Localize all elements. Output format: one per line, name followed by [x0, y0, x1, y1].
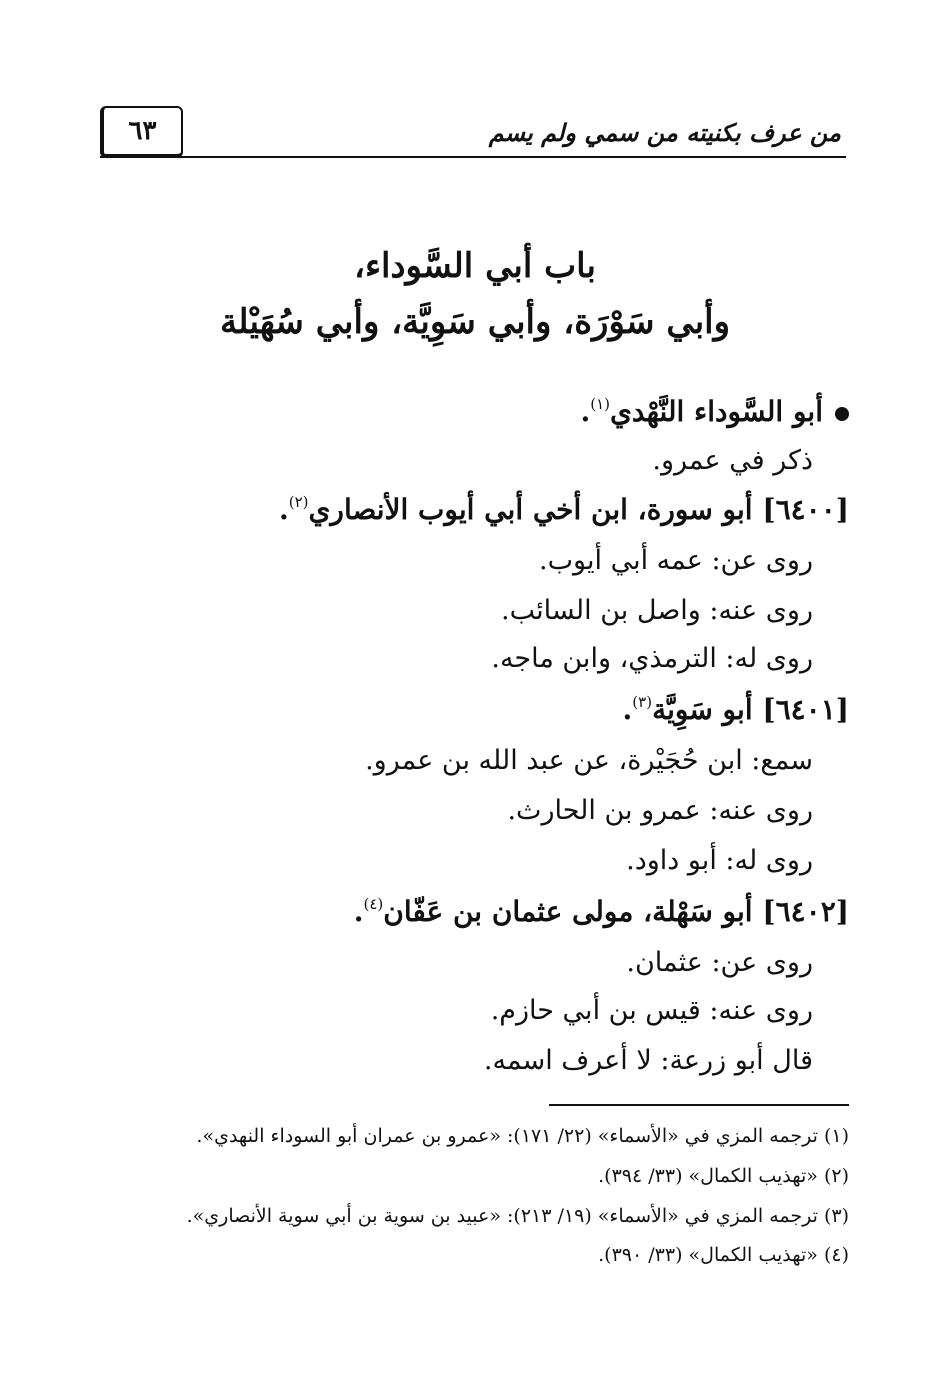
footnote-ref-2: (٢)	[288, 493, 309, 511]
bullet-icon	[835, 407, 849, 421]
entry-3-end: .	[622, 693, 633, 726]
entry-2-name: [٦٤٠٠] أبو سورة، ابن أخي أبي أيوب الأنصاري	[308, 493, 849, 526]
entry-3-name: [٦٤٠١] أبو سَوِيَّة	[652, 693, 849, 726]
footnote-ref-3: (٣)	[632, 693, 653, 711]
chapter-title-line-1: باب أبي السَّوداء،	[353, 246, 596, 286]
page-number: ٦٣	[128, 116, 157, 146]
chapter-title-line-2: وأبي سَوْرَة، وأبي سَوِيَّة، وأبي سُهَيْلة	[219, 302, 731, 342]
entry-3-line-1: سمع: ابن حُجَيْرة، عن عبد الله بن عمرو.	[365, 745, 813, 776]
page-number-box	[100, 106, 183, 158]
footnote-ref-4: (٤)	[363, 895, 384, 913]
header-rule	[100, 156, 846, 158]
entry-2-line-2: روى عنه: واصل بن السائب.	[500, 595, 813, 626]
entry-4-line-3: قال أبو زرعة: لا أعرف اسمه.	[483, 1045, 813, 1076]
entry-2-end: .	[278, 493, 289, 526]
entry-4-line-1: روى عن: عثمان.	[626, 947, 813, 978]
entry-4-end: .	[353, 895, 364, 928]
entry-4-heading	[354, 895, 849, 928]
footnote-1: (١) ترجمه المزي في «الأسماء» (٢٢/ ١٧١): «عمرو بن عمران أبو السوداء النهدي».	[196, 1125, 849, 1147]
entry-3-heading	[623, 693, 849, 726]
footnote-rule	[549, 1104, 849, 1106]
entry-2-line-1: روى عن: عمه أبي أيوب.	[539, 545, 813, 576]
entry-4-name: [٦٤٠٢] أبو سَهْلة، مولى عثمان بن عَفّان	[383, 895, 849, 928]
entry-1-end: .	[580, 395, 591, 428]
entry-4-line-2: روى عنه: قيس بن أبي حازم.	[490, 995, 813, 1026]
entry-1-heading	[580, 395, 849, 428]
footnote-4: (٤) «تهذيب الكمال» (٣٣/ ٣٩٠).	[598, 1244, 849, 1266]
entry-1-name: أبو السَّوداء النَّهْدي	[610, 395, 823, 428]
entry-3-line-2: روى عنه: عمرو بن الحارث.	[507, 795, 813, 826]
entry-2-line-3: روى له: الترمذي، وابن ماجه.	[491, 643, 813, 674]
entry-2-heading	[279, 493, 849, 526]
entry-3-line-3: روى له: أبو داود.	[626, 845, 813, 876]
chapter-heading	[180, 238, 770, 350]
footnote-ref-1: (١)	[590, 395, 611, 413]
running-title: من عرف بكنيته من سمي ولم يسم	[488, 118, 841, 147]
footnote-3: (٣) ترجمه المزي في «الأسماء» (١٩/ ٢١٣): «عبيد بن سوية بن أبي سوية الأنصاري».	[186, 1205, 849, 1227]
entry-1-line-1: ذكر في عمرو.	[652, 445, 813, 476]
footnote-2: (٢) «تهذيب الكمال» (٣٣/ ٣٩٤).	[598, 1165, 849, 1187]
